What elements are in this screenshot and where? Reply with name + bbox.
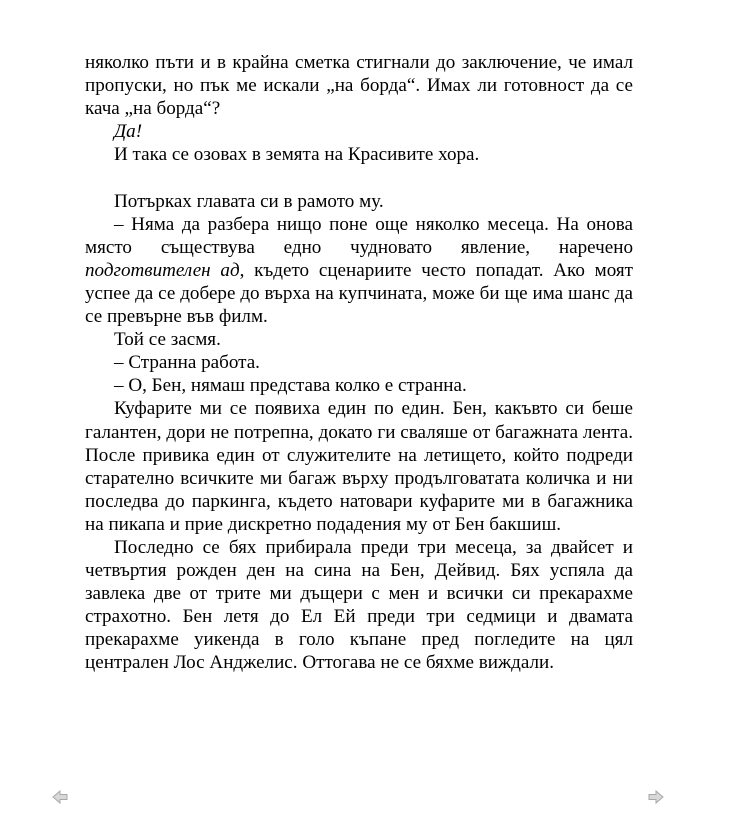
paragraph: Той се засмя. [114, 329, 221, 351]
paragraph-segment: , където сценариите често попадат. Ако моят успее да се добере до върха на купчината, може би ще има шанс да се превърне във филм. [85, 259, 633, 328]
paragraph: – О, Бен, нямаш представа колко е странна. [114, 375, 467, 397]
paragraph: Последно се бях прибирала преди три месеца, за двайсет и четвъртия рожден ден на сина на Бен, Дейвид. Бях успяла да завлека две от трите ми дъщери с мен и всички си прекарахме страхотно. Бен летя до Ел Ей преди три седмици и двамата прекарахме уикенда в голо къпане пред погледите на цял централен Лос Анджелис. Оттогава не се бяхме виждали. [85, 536, 633, 674]
paragraph-segment: – Няма да разбера нищо поне още няколко месеца. На онова място съществува едно чудновато явление, наречено [85, 213, 633, 258]
paragraph [85, 120, 633, 143]
arrow-right-icon [648, 789, 664, 805]
paragraph: Потърках главата си в рамото му. [114, 190, 384, 212]
paragraph: Куфарите ми се появиха един по един. Бен, какъвто си беше галантен, дори не потрепна, докато ги сваляше от багажната лента. После привика един от служителите на летището, който подреди старателно всичките ми багаж върху продълговатата количка и ни последва до паркинга, където натовари куфарите ми в багажника на пикапа и прие дискретно подадения му от Бен бакшиш. [85, 398, 633, 535]
previous-page-button[interactable] [52, 789, 68, 805]
arrow-left-icon [52, 789, 68, 805]
italic-text: Да! [114, 121, 143, 143]
italic-text: подготвителен ад [85, 259, 240, 281]
paragraph [85, 213, 633, 328]
paragraph: И така се озовах в земята на Красивите хора. [114, 144, 480, 166]
paragraph: няколко пъти и в крайна сметка стигнали до заключение, че имал пропуски, но пък ме искали „на борда“. Имах ли готовност да се кача „на борда“? [85, 52, 633, 120]
next-page-button[interactable] [648, 789, 664, 805]
paragraph: – Странна работа. [114, 352, 260, 374]
page-text [85, 51, 633, 675]
